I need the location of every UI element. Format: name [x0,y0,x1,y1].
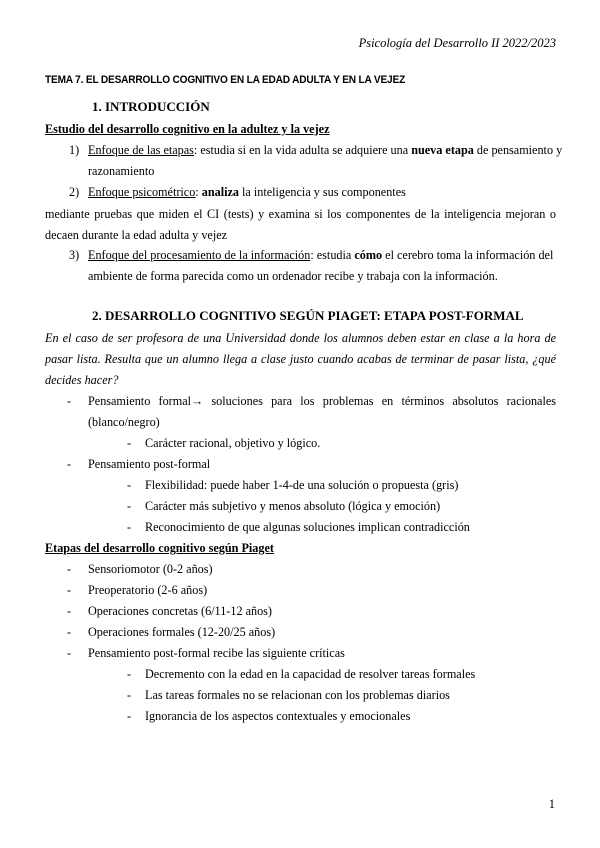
item-3-bold: cómo [354,248,383,262]
item-2-label: Enfoque psicométrico [88,185,196,199]
running-header: Psicología del Desarrollo II 2022/2023 [358,36,556,50]
bullet-dash: - [127,520,132,534]
bullet-dash: - [67,646,72,660]
stage-item: Preoperatorio (2-6 años) [88,583,208,597]
criticism-item: Las tareas formales no se relacionan con los problemas diarios [145,688,450,702]
criticism-item: Decremento con la edad en la capacidad de resolver tareas formales [145,667,476,681]
page-number: 1 [548,797,555,811]
bullet-dash: - [67,457,72,471]
item-1-number: 1) [69,143,80,157]
postformal-sub-2: Carácter más subjetivo y menos absoluto (lógica y emoción) [145,499,441,513]
postformal-sub-3: Reconocimiento de que algunas soluciones implican contradicción [145,520,470,534]
bullet-dash: - [67,625,72,639]
item-2-cont2: decaen durante la edad adulta y vejez [45,228,228,242]
item-1-text-b: de pensamiento y [473,143,563,157]
item-3-label: Enfoque del procesamiento de la información [88,248,311,262]
chapter-title: TEMA 7. EL DESARROLLO COGNITIVO EN LA EDAD ADULTA Y EN LA VEJEZ [45,74,406,86]
item-2-cont1: mediante pruebas que miden el CI (tests) y examina si los componentes de la inteligencia mejoran o [45,207,556,221]
stage-item: Sensoriomotor (0-2 años) [88,562,213,576]
item-3-line2: ambiente de forma parecida como un ordenador recibe y trabaja con la información. [88,269,498,283]
item-1-bold: nueva etapa [411,143,474,157]
item-2-text-a: : [195,185,202,199]
formal-line-2: (blanco/negro) [88,415,160,429]
bullet-dash: - [127,688,132,702]
bullet-dash: - [67,604,72,618]
stage-item: Operaciones formales (12-20/25 años) [88,625,276,639]
item-2-number: 2) [69,185,80,199]
item-3-number: 3) [69,248,80,262]
stage-item: Operaciones concretas (6/11-12 años) [88,604,272,618]
criticism-item: Ignorancia de los aspectos contextuales y emocionales [145,709,411,723]
item-1-line1 [88,143,562,158]
section-1-title: 1. INTRODUCCIÓN [92,99,210,114]
bullet-dash: - [67,562,72,576]
case-line-2: pasar lista. Resulta que un alumno llega a clase justo cuando acabas de terminar de pasar lista, ¿qué [45,352,556,366]
case-line-3: decides hacer? [45,373,119,387]
postformal-sub-1: Flexibilidad: puede haber 1-4-de una solución o propuesta (gris) [145,478,459,492]
item-2-text-b: la inteligencia y sus componentes [238,185,406,199]
bullet-dash: - [67,394,72,408]
bullet-dash: - [127,667,132,681]
item-3-line1 [88,248,553,263]
bullet-dash: - [127,436,132,450]
postformal-title: Pensamiento post-formal [88,457,211,471]
item-1-line2: razonamiento [88,164,155,178]
item-1-label: Enfoque de las etapas [88,143,194,157]
bullet-dash: - [127,478,132,492]
bullet-dash: - [127,499,132,513]
section-2-title: 2. DESARROLLO COGNITIVO SEGÚN PIAGET: ETAPA POST-FORMAL [92,308,524,323]
stages-title: Etapas del desarrollo cognitivo según Piaget [45,541,274,555]
case-line-1: En el caso de ser profesora de una Universidad donde los alumnos deben estar en clase a la hora de [45,331,556,345]
item-3-text-b: el cerebro toma la información del [382,248,554,262]
formal-sub-1: Carácter racional, objetivo y lógico. [145,436,321,450]
formal-line-1: Pensamiento formal→ soluciones para los problemas en términos absolutos racionales [88,394,556,408]
item-3-text-a: : estudia [310,248,355,262]
bullet-dash: - [67,583,72,597]
bullet-dash: - [127,709,132,723]
item-1-text-a: : estudia si en la vida adulta se adquiere una [193,143,412,157]
stage-item: Pensamiento post-formal recibe las siguiente críticas [88,646,345,660]
item-2-bold: analiza [201,185,239,199]
item-2-line1 [88,185,406,200]
section-1-subtitle: Estudio del desarrollo cognitivo en la adultez y la vejez [45,122,330,136]
